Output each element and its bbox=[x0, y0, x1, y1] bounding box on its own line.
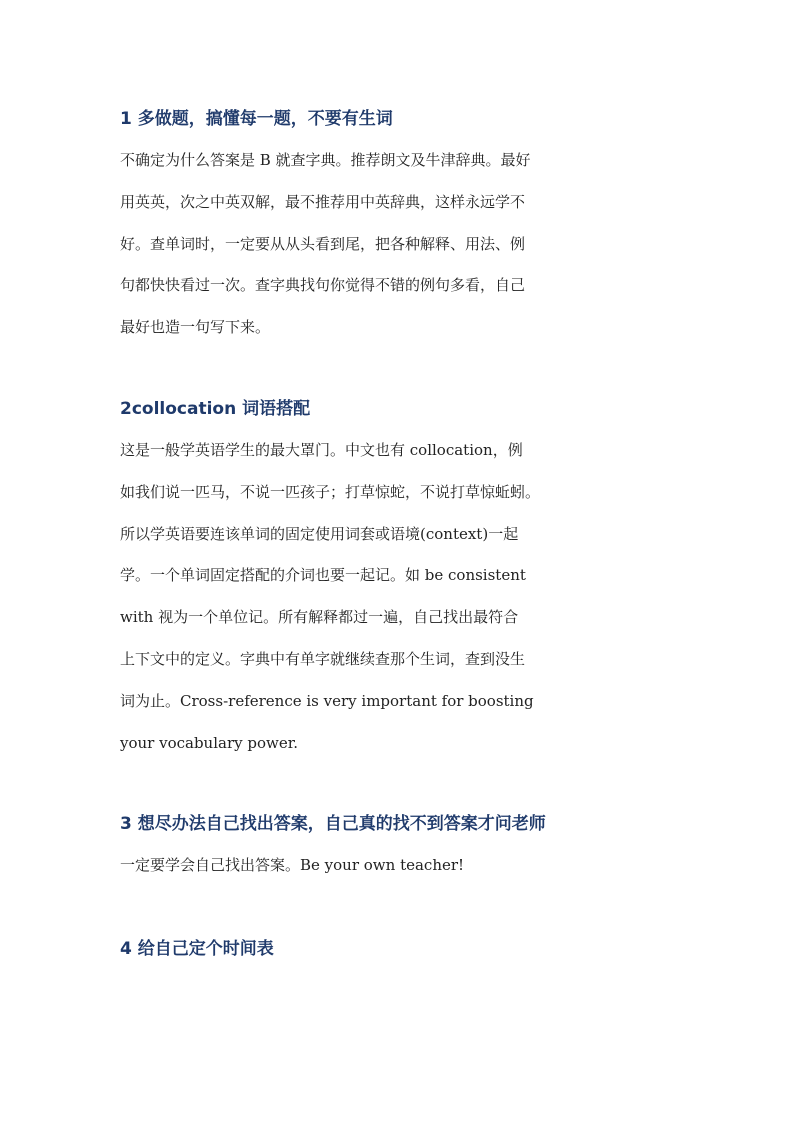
section-3-paragraph bbox=[120, 845, 680, 887]
paragraph-line: 好。查单词时，一定要从从头看到尾，把各种解释、用法、例 bbox=[120, 234, 526, 253]
paragraph-line: 词为止。Cross-reference is very important for boosting bbox=[120, 691, 534, 710]
section-3 bbox=[120, 811, 680, 887]
paragraph-line: 这是一般学英语学生的最大罩门。中文也有 collocation，例 bbox=[120, 441, 523, 459]
section-1-heading: 1 多做题，搞懂每一题，不要有生词 bbox=[120, 109, 393, 129]
paragraph-line: 如我们说一匹马，不说一匹孩子；打草惊蛇，不说打草惊蚯蚓。 bbox=[120, 482, 541, 501]
section-1 bbox=[120, 106, 680, 349]
paragraph-line: with 视为一个单位记。所有解释都过一遍，自己找出最符合 bbox=[120, 608, 519, 627]
section-2 bbox=[120, 396, 680, 764]
section-4 bbox=[120, 936, 680, 970]
paragraph-line: 句都快快看过一次。查字典找句你觉得不错的例句多看，自己 bbox=[120, 276, 526, 295]
paragraph-line: 学。一个单词固定搭配的介词也要一起记。如 be consistent bbox=[120, 566, 526, 585]
section-3-heading: 3 想尽办法自己找出答案，自己真的找不到答案才问老师 bbox=[120, 814, 546, 834]
paragraph-line: 一定要学会自己找出答案。Be your own teacher! bbox=[120, 856, 465, 874]
section-1-paragraph bbox=[120, 140, 680, 349]
section-2-paragraph bbox=[120, 430, 680, 764]
paragraph-line: 上下文中的定义。字典中有单字就继续查那个生词，查到没生 bbox=[120, 649, 526, 668]
paragraph-line: 用英英，次之中英双解，最不推荐用中英辞典，这样永远学不 bbox=[120, 192, 526, 211]
paragraph-line: 所以学英语要连该单词的固定使用词套或语境(context)一起 bbox=[120, 524, 519, 543]
paragraph-line: 最好也造一句写下来。 bbox=[120, 318, 271, 337]
paragraph-line: 不确定为什么答案是 B 就查字典。推荐朗文及牛津辞典。最好 bbox=[120, 151, 531, 169]
section-4-heading: 4 给自己定个时间表 bbox=[120, 939, 274, 959]
paragraph-line: your vocabulary power. bbox=[120, 733, 299, 752]
section-2-heading: 2collocation 词语搭配 bbox=[120, 399, 311, 419]
